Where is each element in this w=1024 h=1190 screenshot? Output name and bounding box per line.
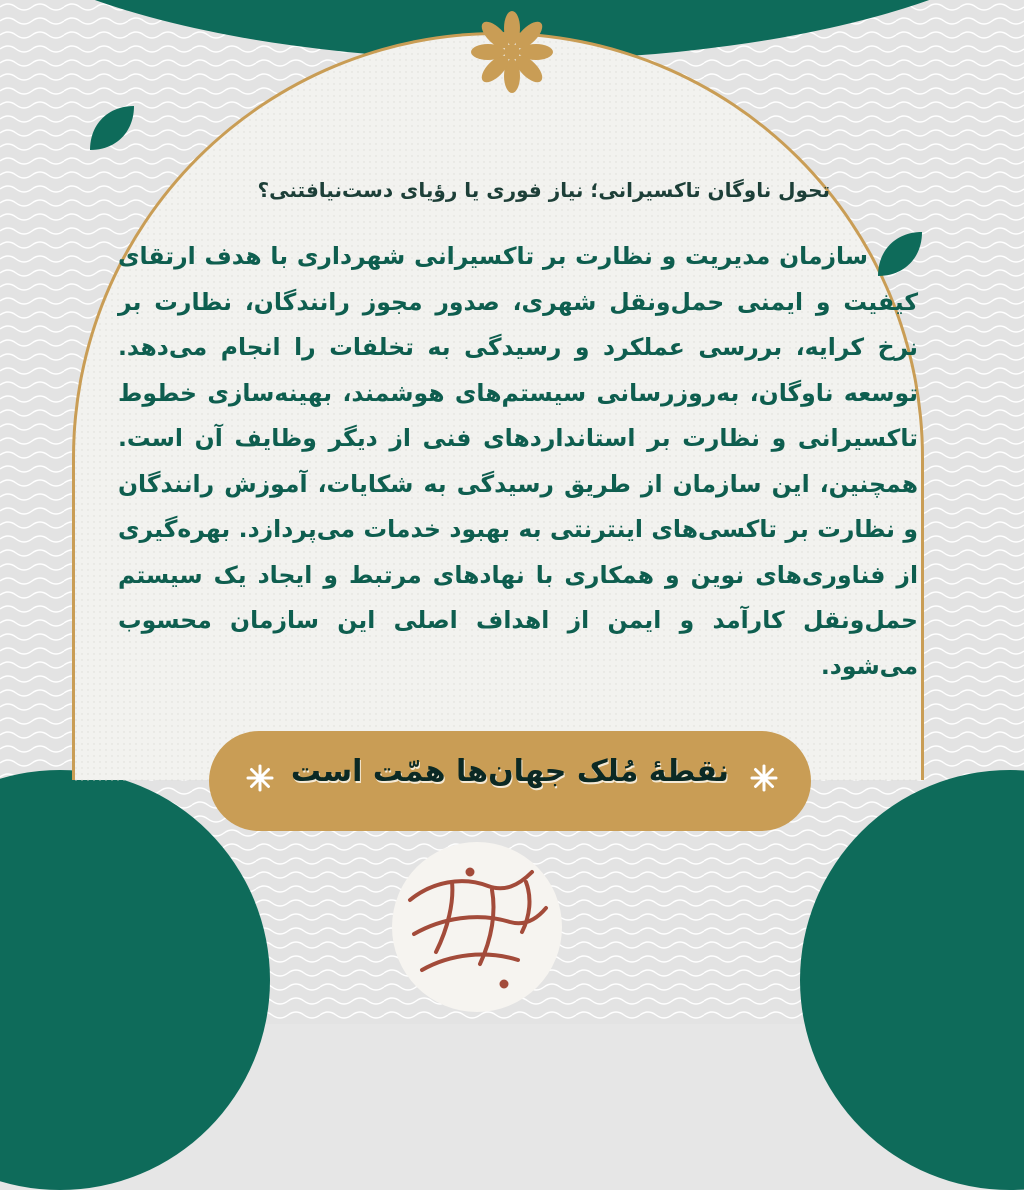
post-body-text: سازمان مدیریت و نظارت بر تاکسیرانی شهرداری با هدف ارتقای کیفیت و ایمنی حمل‌ونقل شهری، صدور مجوز رانندگان، نظارت بر نرخ کرایه، بررسی عملکرد و رسیدگی به تخلفات را انجام می‌دهد. توسعه ناوگان، به‌روزرسانی سیستم‌های هوشمند، بهینه‌سازی خطوط تاکسیرانی و نظارت بر استانداردهای فنی از دیگر وظایف آن است. همچنین، این سازمان از طریق رسیدگی به شکایات، آموزش رانندگان و نظارت بر تاکسی‌های اینترنتی به بهبود خدمات می‌پردازد. بهره‌گیری از فناوری‌های نوین و همکاری با نهادهای مرتبط و ایجاد یک سیستم حمل‌ونقل کارآمد و ایمن از اهداف اصلی این سازمان محسوب می‌شود. [118,242,918,680]
teal-leaf-icon [88,104,136,152]
gold-asterisk-flower-icon [468,8,556,96]
post-subtitle: تحول ناوگان تاکسیرانی؛ نیاز فوری یا رؤیای دست‌نیافتنی؟ [257,178,830,202]
slogan-text: نقطهٔ مُلک جهان‌ها همّت است [290,754,730,789]
calligraphy-signature-logo [392,842,562,1012]
